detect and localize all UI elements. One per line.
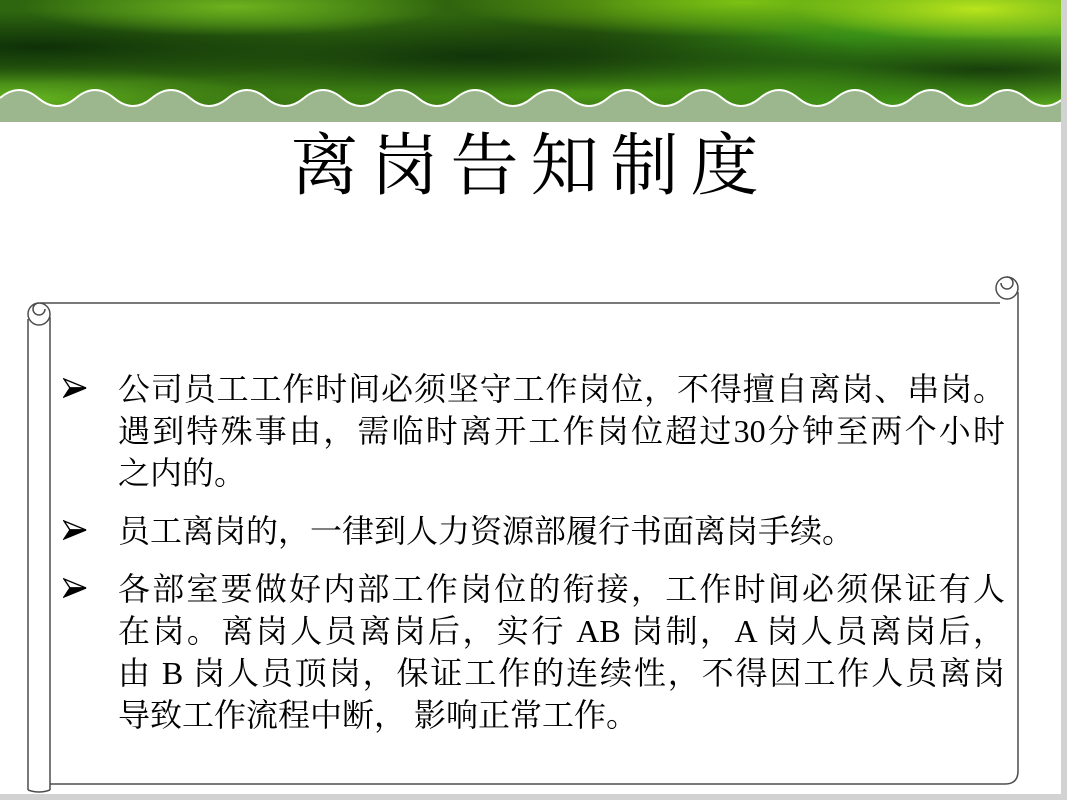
bullet-arrow-icon [63,568,118,736]
bullet-item [63,568,1005,736]
bullet-item [63,368,1005,494]
bullet-list [63,368,1005,752]
bullet-line: 由 B 岗人员顶岗，保证工作的连续性，不得因工作人员离岗 [118,655,1005,691]
bullet-line: 在岗。离岗人员离岗后，实行 AB 岗制，A 岗人员离岗后， [118,613,1005,649]
slide-title: 离岗告知制度 [290,128,771,204]
bullet-item [63,510,1005,552]
bullet-text [118,368,1005,494]
bullet-arrow-icon [63,510,118,552]
bullet-line: 各部室要做好内部工作岗位的衔接，工作时间必须保证有人 [118,571,1005,607]
bullet-line: 公司员工工作时间必须坚守工作岗位，不得擅自离岗、串岗。 [118,371,1005,407]
bullet-line: 导致工作流程中断， 影响正常工作。 [118,697,639,733]
bullet-line: 之内的。 [118,455,247,491]
bullet-text [118,568,1005,736]
bullet-line: 员工离岗的，一律到人力资源部履行书面离岗手续。 [118,513,855,549]
bullet-arrow-icon [63,368,118,494]
bullet-text [118,510,1005,552]
bullet-line: 遇到特殊事由，需临时离开工作岗位超过30分钟至两个小时 [118,413,1005,449]
